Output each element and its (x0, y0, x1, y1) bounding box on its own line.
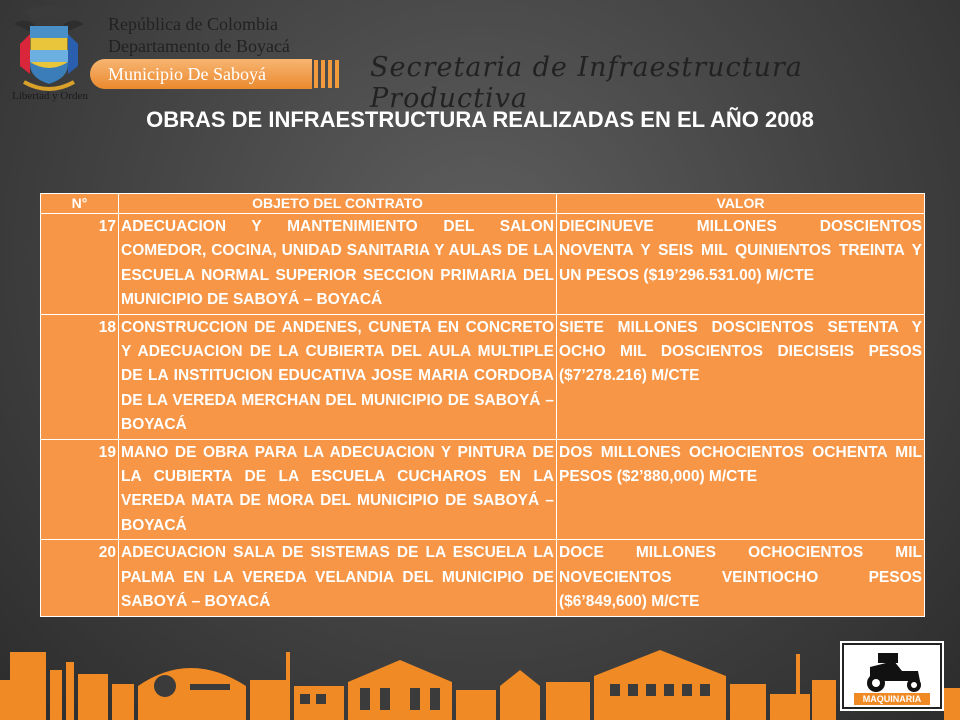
table-row (41, 214, 925, 315)
maquinaria-badge (840, 641, 944, 711)
obras-table-container (40, 193, 926, 617)
page-header (0, 0, 960, 114)
table-row (41, 439, 925, 540)
row-valor: DOCE MILLONES OCHOCIENTOS MIL NOVECIENTOS VEINTIOCHO PESOS ($6’849,600) M/CTE (557, 540, 925, 616)
table-row (41, 314, 925, 439)
maquinaria-label: MAQUINARIA (862, 694, 922, 704)
coat-caption: Libertad y Orden (12, 90, 88, 102)
table-row (41, 540, 925, 616)
row-objeto: MANO DE OBRA PARA LA ADECUACION Y PINTURA DE LA CUBIERTA DE LA ESCUELA CUCHAROS EN LA VEREDA MATA DE MORA DEL MUNICIPIO DE SABOYÁ – BOYACÁ (119, 439, 557, 540)
row-objeto: ADECUACION SALA DE SISTEMAS DE LA ESCUELA LA PALMA EN LA VEREDA VELANDIA DEL MUNICIPIO DE SABOYÁ – BOYACÁ (119, 540, 557, 616)
row-valor: DOS MILLONES OCHOCIENTOS OCHENTA MIL PESOS ($2’880,000) M/CTE (557, 439, 925, 540)
departamento-text: Departamento de Boyacá (108, 36, 290, 56)
municipio-bars-icon (314, 58, 344, 90)
header-objeto: OBJETO DEL CONTRATO (119, 194, 557, 214)
row-num: 20 (41, 540, 119, 616)
row-valor: SIETE MILLONES DOSCIENTOS SETENTA Y OCHO MIL DOSCIENTOS DIECISEIS PESOS ($7’278.216) M/CTE (557, 314, 925, 439)
row-valor: DIECINUEVE MILLONES DOSCIENTOS NOVENTA Y SEIS MIL QUINIENTOS TREINTA Y UN PESOS ($19’296.531.00) M/CTE (557, 214, 925, 315)
obras-table (40, 193, 925, 617)
header-num: N° (41, 194, 119, 214)
row-objeto: ADECUACION Y MANTENIMIENTO DEL SALON COMEDOR, COCINA, UNIDAD SANITARIA Y AULAS DE LA ESCUELA NORMAL SUPERIOR SECCION PRIMARIA DEL MUNICIPIO DE SABOYÁ – BOYACÁ (119, 214, 557, 315)
row-num: 17 (41, 214, 119, 315)
row-objeto: CONSTRUCCION DE ANDENES, CUNETA EN CONCRETO Y ADECUACION DE LA CUBIERTA DEL AULA MULTIPLE DE LA INSTITUCION EDUCATIVA JOSE MARIA CORDOBA DE LA VEREDA MERCHAN DEL MUNICIPIO DE SABOYÁ – BOYACÁ (119, 314, 557, 439)
secretaria-title: Secretaria de Infraestructura Productiva (370, 52, 803, 114)
row-num: 18 (41, 314, 119, 439)
republica-text: República de Colombia (108, 14, 278, 34)
page-title: OBRAS DE INFRAESTRUCTURA REALIZADAS EN EL AÑO 2008 (146, 107, 814, 132)
coat-of-arms-icon (6, 4, 92, 104)
table-header-row (41, 194, 925, 214)
town-skyline (0, 640, 960, 720)
row-num: 19 (41, 439, 119, 540)
municipio-badge: Municipio De Saboyá (90, 59, 312, 89)
header-valor: VALOR (557, 194, 925, 214)
